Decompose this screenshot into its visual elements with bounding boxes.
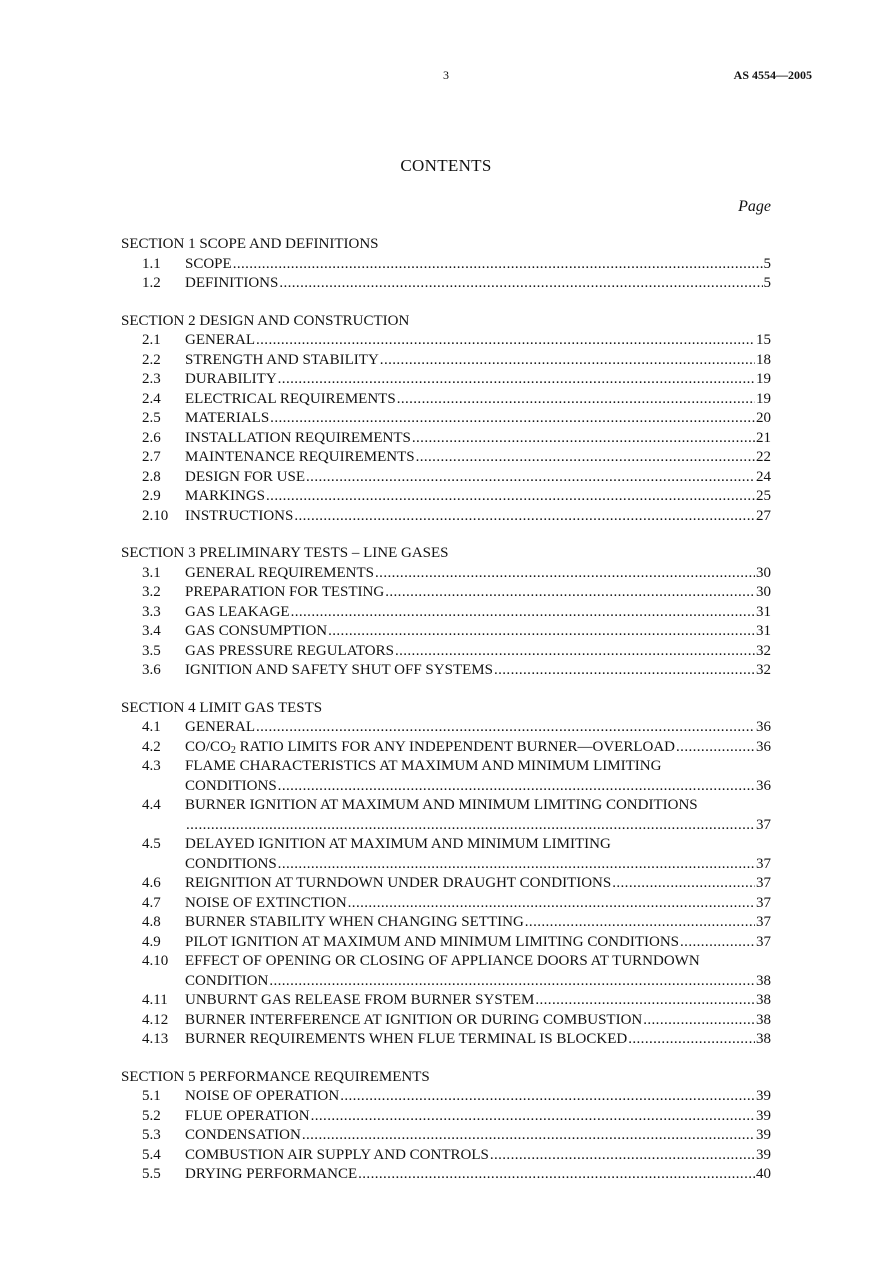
toc-entry[interactable] (121, 1146, 771, 1166)
entry-page: 24 (756, 468, 771, 485)
dot-leader (494, 661, 755, 681)
toc-entry-continuation (121, 816, 771, 836)
entry-number: 4.4 (142, 797, 161, 813)
entry-page: 39 (756, 1146, 771, 1163)
dot-leader (269, 972, 755, 992)
toc-entry[interactable] (121, 564, 771, 584)
section-heading: SECTION 2 DESIGN AND CONSTRUCTION (121, 312, 410, 329)
entry-title: DEFINITIONS (185, 275, 279, 291)
page-column-label: Page (738, 198, 771, 215)
entry-page: 15 (756, 332, 771, 348)
entry-number: 4.9 (142, 933, 161, 950)
entry-number: 2.7 (142, 449, 161, 465)
toc-entry[interactable] (121, 487, 771, 507)
entry-page: 21 (756, 429, 771, 446)
entry-page: 36 (756, 719, 771, 735)
toc-entry[interactable] (121, 738, 771, 758)
toc-section (121, 1068, 771, 1185)
entry-page: 39 (756, 1127, 771, 1143)
entry-title-continuation: CONDITIONS (185, 777, 277, 794)
entry-page: 31 (756, 603, 771, 620)
entry-page: 37 (756, 933, 771, 950)
toc-entry[interactable] (121, 933, 771, 953)
entry-number: 3.4 (142, 623, 161, 639)
dot-leader (279, 274, 762, 294)
entry-title: DELAYED IGNITION AT MAXIMUM AND MINIMUM LIMITING (185, 836, 611, 852)
entry-title: SCOPE (185, 255, 232, 272)
entry-title: INSTRUCTIONS (185, 507, 294, 524)
entry-title: NOISE OF EXTINCTION (185, 894, 347, 911)
toc-entry[interactable] (121, 331, 771, 351)
entry-number: 3.5 (142, 642, 161, 659)
entry-page: 5 (763, 255, 771, 272)
entry-title (185, 738, 675, 758)
dot-leader (306, 468, 755, 488)
entry-number: 2.5 (142, 410, 161, 426)
entry-title: GAS CONSUMPTION (185, 623, 328, 639)
entry-title-part: RATIO LIMITS FOR ANY INDEPENDENT BURNER—OVERLOAD (235, 738, 676, 755)
entry-title: BURNER IGNITION AT MAXIMUM AND MINIMUM LIMITING CONDITIONS (185, 797, 698, 813)
entry-page: 32 (756, 642, 771, 659)
entry-title: CONDENSATION (185, 1127, 301, 1143)
entry-number: 4.1 (142, 719, 161, 735)
entry-title: FLAME CHARACTERISTICS AT MAXIMUM AND MINIMUM LIMITING (185, 758, 662, 774)
entry-title: PILOT IGNITION AT MAXIMUM AND MINIMUM LIMITING CONDITIONS (185, 933, 680, 950)
toc-entry[interactable] (121, 507, 771, 527)
toc-entry-continuation (121, 855, 771, 875)
dot-leader (328, 622, 755, 642)
dot-leader (291, 603, 755, 623)
dot-leader (311, 1107, 755, 1127)
entry-page: 18 (756, 351, 771, 368)
entry-number: 2.10 (142, 507, 169, 524)
toc-entry[interactable] (121, 583, 771, 603)
dot-leader (294, 507, 755, 527)
toc-entry[interactable] (121, 718, 771, 738)
toc-entry[interactable] (121, 390, 771, 410)
entry-number: 5.5 (142, 1166, 161, 1182)
entry-page: 37 (756, 914, 771, 930)
entry-number: 1.2 (142, 275, 161, 291)
toc-entry[interactable] (121, 661, 771, 681)
entry-number: 4.13 (142, 1031, 169, 1047)
toc-entry[interactable] (121, 370, 771, 390)
entry-title: BURNER INTERFERENCE AT IGNITION OR DURING COMBUSTION (185, 1011, 643, 1028)
entry-title: MARKINGS (185, 488, 266, 504)
dot-leader (680, 933, 755, 953)
entry-page: 19 (756, 390, 771, 407)
entry-page: 5 (763, 275, 771, 291)
dot-leader (358, 1165, 755, 1185)
dot-leader (676, 738, 755, 758)
entry-number: 4.10 (142, 953, 169, 969)
entry-page: 38 (756, 972, 771, 989)
dot-leader (628, 1030, 755, 1050)
section-heading: SECTION 3 PRELIMINARY TESTS – LINE GASES (121, 545, 449, 561)
toc-entry[interactable] (121, 1126, 771, 1146)
section-heading: SECTION 4 LIMIT GAS TESTS (121, 699, 323, 716)
toc-entry[interactable] (121, 894, 771, 914)
entry-title-continuation: CONDITIONS (185, 855, 277, 872)
dot-leader (233, 255, 763, 275)
entry-page: 20 (756, 410, 771, 426)
dot-leader (302, 1126, 755, 1146)
entry-title: FLUE OPERATION (185, 1107, 310, 1124)
toc-entry-continuation (121, 777, 771, 797)
toc-section (121, 312, 771, 527)
standard-number: AS 4554—2005 (733, 68, 812, 82)
entry-number: 2.3 (142, 371, 161, 387)
entry-page: 39 (756, 1107, 771, 1124)
entry-page: 19 (756, 371, 771, 387)
entry-number: 5.2 (142, 1107, 161, 1124)
entry-number: 4.12 (142, 1011, 169, 1028)
entry-number: 4.7 (142, 894, 161, 911)
toc-entry[interactable] (121, 429, 771, 449)
dot-leader (643, 1011, 755, 1031)
entry-title: GAS LEAKAGE (185, 603, 290, 620)
dot-leader (375, 564, 755, 584)
toc-entry[interactable] (121, 1011, 771, 1031)
entry-title: DURABILITY (185, 371, 277, 387)
dot-leader (270, 409, 755, 429)
toc-entry[interactable] (121, 913, 771, 933)
entry-page: 32 (756, 662, 771, 678)
entry-title: DRYING PERFORMANCE (185, 1166, 358, 1182)
entry-page: 27 (756, 507, 771, 524)
page-title: CONTENTS (400, 156, 492, 175)
toc-entry[interactable] (121, 409, 771, 429)
entry-page: 37 (756, 816, 771, 833)
toc-entry[interactable] (121, 1087, 771, 1107)
entry-number: 5.4 (142, 1146, 161, 1163)
dot-leader (490, 1146, 755, 1166)
entry-number: 4.3 (142, 758, 161, 774)
toc-section (121, 699, 771, 1050)
toc-entry[interactable] (121, 952, 771, 972)
entry-title-part: CO/CO (185, 738, 231, 755)
entry-page: 38 (756, 1011, 771, 1028)
dot-leader (266, 487, 755, 507)
dot-leader (278, 370, 755, 390)
entry-title: STRENGTH AND STABILITY (185, 351, 379, 368)
entry-page: 37 (756, 894, 771, 911)
toc-entry[interactable] (121, 835, 771, 855)
dot-leader (380, 351, 755, 371)
dot-leader (256, 331, 755, 351)
entry-number: 4.6 (142, 875, 161, 891)
toc-entry[interactable] (121, 991, 771, 1011)
entry-page: 37 (756, 855, 771, 872)
entry-number: 2.8 (142, 468, 161, 485)
entry-page: 36 (756, 738, 771, 755)
entry-page: 38 (756, 992, 771, 1008)
dot-leader (348, 894, 755, 914)
entry-title: NOISE OF OPERATION (185, 1088, 340, 1104)
toc-entry-continuation (121, 972, 771, 992)
dot-leader (278, 855, 755, 875)
entry-page: 40 (756, 1166, 771, 1182)
toc-entry[interactable] (121, 351, 771, 371)
dot-leader (385, 583, 755, 603)
entry-number: 3.3 (142, 603, 161, 620)
toc-entry[interactable] (121, 874, 771, 894)
entry-title: GENERAL REQUIREMENTS (185, 564, 375, 581)
toc-entry[interactable] (121, 757, 771, 777)
entry-title: UNBURNT GAS RELEASE FROM BURNER SYSTEM (185, 992, 535, 1008)
dot-leader (535, 991, 755, 1011)
entry-page: 38 (756, 1031, 771, 1047)
page-number: 3 (443, 68, 449, 82)
entry-page: 30 (756, 564, 771, 581)
dot-leader (278, 777, 755, 797)
entry-title: EFFECT OF OPENING OR CLOSING OF APPLIANCE DOORS AT TURNDOWN (185, 953, 700, 969)
entry-number: 3.2 (142, 584, 161, 600)
toc-entry[interactable] (121, 255, 771, 275)
dot-leader (525, 913, 755, 933)
entry-page: 36 (756, 777, 771, 794)
entry-page: 22 (756, 449, 771, 465)
entry-number: 4.11 (142, 992, 168, 1008)
dot-leader (397, 390, 755, 410)
toc-entry[interactable] (121, 796, 771, 816)
entry-title: DESIGN FOR USE (185, 468, 306, 485)
entry-number: 2.4 (142, 390, 161, 407)
entry-number: 2.6 (142, 429, 161, 446)
entry-title: INSTALLATION REQUIREMENTS (185, 429, 411, 446)
entry-number: 5.3 (142, 1127, 161, 1143)
toc-section (121, 544, 771, 681)
toc-entry[interactable] (121, 603, 771, 623)
entry-number: 4.5 (142, 836, 161, 852)
entry-number: 2.2 (142, 351, 161, 368)
toc-entry[interactable] (121, 1165, 771, 1185)
entry-title: BURNER STABILITY WHEN CHANGING SETTING (185, 914, 524, 930)
entry-number: 2.9 (142, 488, 161, 504)
entry-number: 2.1 (142, 332, 161, 348)
entry-page: 25 (756, 488, 771, 504)
entry-title: MAINTENANCE REQUIREMENTS (185, 449, 415, 465)
section-heading: SECTION 5 PERFORMANCE REQUIREMENTS (121, 1068, 430, 1085)
entry-title-continuation: CONDITION (185, 972, 269, 989)
entry-title: GENERAL (185, 332, 255, 348)
entry-title: REIGNITION AT TURNDOWN UNDER DRAUGHT CONDITIONS (185, 875, 612, 891)
dot-leader (395, 642, 755, 662)
entry-number: 3.6 (142, 662, 161, 678)
entry-number: 4.8 (142, 914, 161, 930)
entry-number: 1.1 (142, 255, 161, 272)
entry-page: 39 (756, 1088, 771, 1104)
toc-entry[interactable] (121, 1030, 771, 1050)
toc-entry[interactable] (121, 622, 771, 642)
entry-page: 30 (756, 584, 771, 600)
dot-leader (612, 874, 755, 894)
dot-leader (412, 429, 755, 449)
dot-leader (256, 718, 755, 738)
toc-entry[interactable] (121, 468, 771, 488)
table-of-contents (121, 235, 771, 1203)
entry-title: GENERAL (185, 719, 255, 735)
entry-page: 37 (756, 875, 771, 891)
dot-leader (340, 1087, 755, 1107)
toc-entry[interactable] (121, 1107, 771, 1127)
entry-page: 31 (756, 623, 771, 639)
entry-number: 3.1 (142, 564, 161, 581)
section-heading: SECTION 1 SCOPE AND DEFINITIONS (121, 236, 379, 252)
entry-number: 5.1 (142, 1088, 161, 1104)
entry-title: PREPARATION FOR TESTING (185, 584, 385, 600)
dot-leader (186, 816, 755, 836)
toc-entry[interactable] (121, 448, 771, 468)
entry-title: COMBUSTION AIR SUPPLY AND CONTROLS (185, 1146, 489, 1163)
entry-title: IGNITION AND SAFETY SHUT OFF SYSTEMS (185, 662, 493, 678)
entry-title-subscript: 2 (230, 744, 236, 756)
toc-entry[interactable] (121, 642, 771, 662)
toc-entry[interactable] (121, 274, 771, 294)
entry-title: GAS PRESSURE REGULATORS (185, 642, 394, 659)
dot-leader (416, 448, 755, 468)
toc-section (121, 235, 771, 294)
entry-title: MATERIALS (185, 410, 270, 426)
entry-number: 4.2 (142, 738, 161, 755)
entry-title: BURNER REQUIREMENTS WHEN FLUE TERMINAL IS BLOCKED (185, 1031, 628, 1047)
entry-title: ELECTRICAL REQUIREMENTS (185, 390, 396, 407)
